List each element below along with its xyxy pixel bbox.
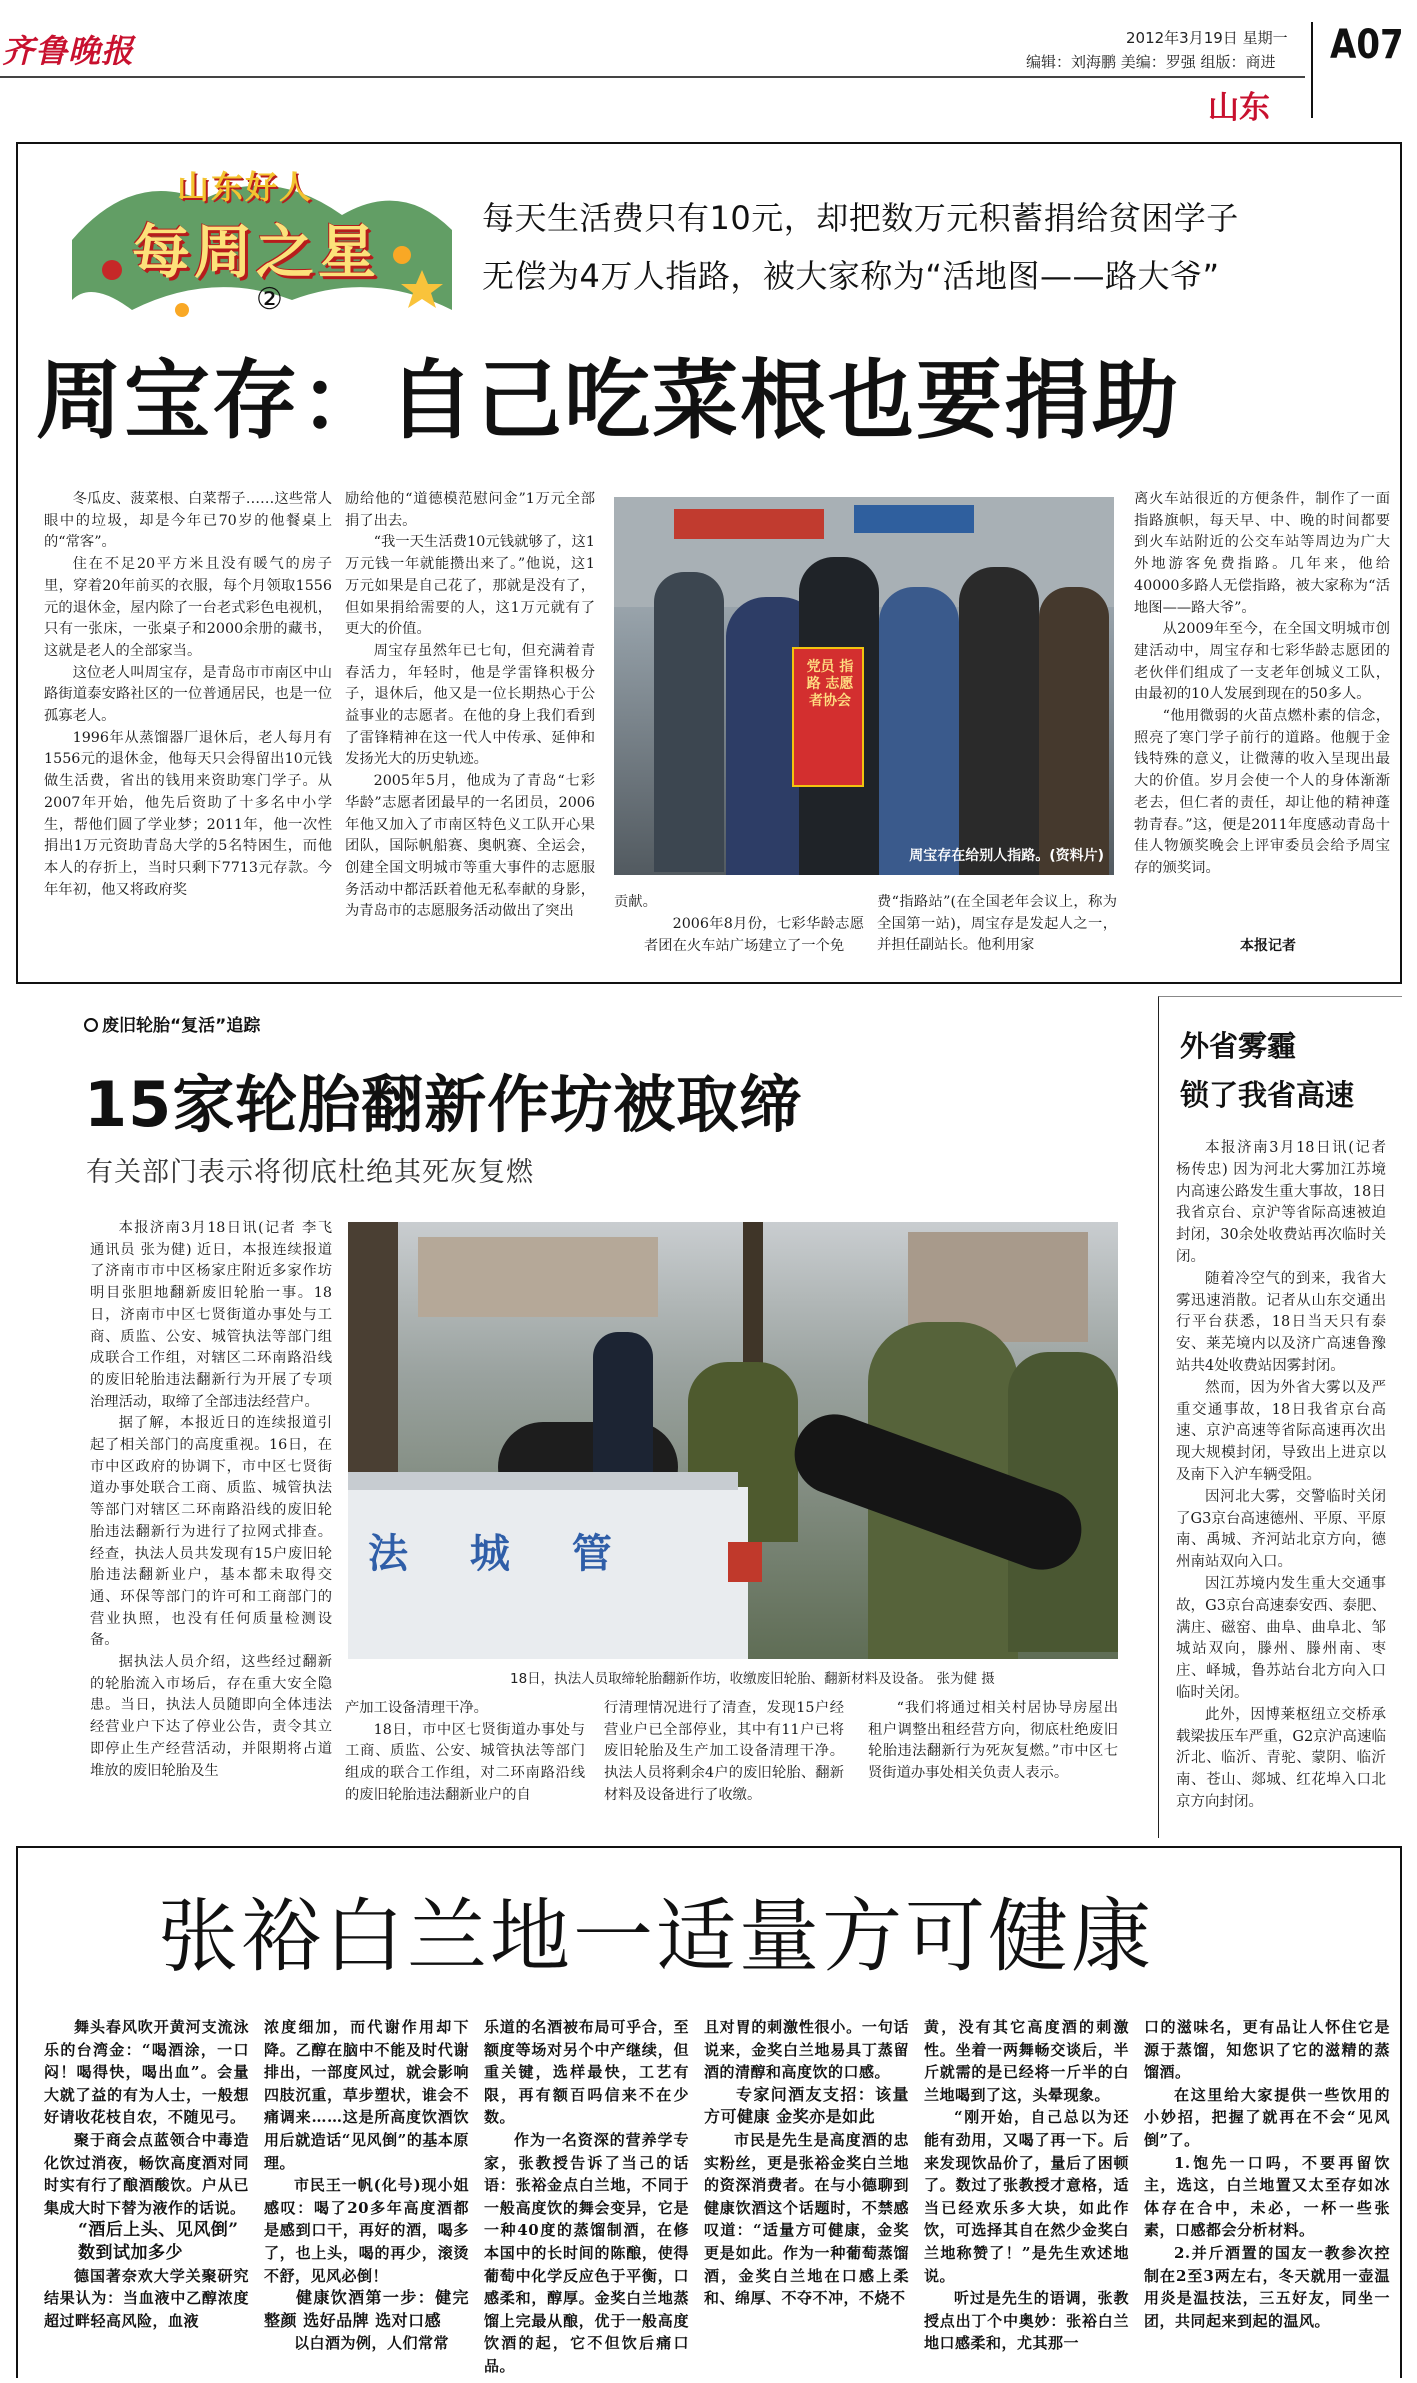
paragraph: 市民王一帆(化号)现小姐感叹：喝了20多年高度酒都是感到口干，再好的酒，喝多了，也上头，喝的再少，滚烫不舒，见风必倒！ (264, 2176, 469, 2285)
paragraph: 据执法人员介绍，这些经过翻新的轮胎流入市场后，存在重大安全隐患。当日，执法人员随即向全体违法经营业户下达了停业公告，责令其立即停止生产经营活动，并限期将占道堆放的废旧轮胎及生 (90, 1654, 332, 1779)
ad-subhead: 数到试加多少 (78, 2242, 183, 2263)
paragraph: 以白酒为例，人们常常 (294, 2334, 450, 2353)
truck-lettering: 法 城 管 (368, 1531, 636, 1577)
tire-column-2 (345, 1698, 585, 1829)
paragraph: 行清理情况进行了清查，发现15户经营业户已全部停业，其中有11户已将废旧轮胎及生产加工设备清理干净。执法人员将剩余4户的废旧轮胎、翻新材料及设备进行了收缴。 (604, 1700, 844, 1803)
paragraph: 市民是先生是高度酒的忠实粉丝，更是张裕金奖白兰地的资深消费者。在与小德聊到健康饮酒这个话题时，不禁感叹道：“适量方可健康，金奖更是如此。作为一种葡萄蒸馏酒，金奖白兰地在口感上柔和、绵厚、不夺不冲，不烧不 (704, 2130, 909, 2308)
photo-person (1039, 587, 1109, 875)
fog-column (1176, 1138, 1386, 1828)
paragraph: 德国著奈欢大学关聚研究结果认为：当血液中乙醇浓度超过畔轻高风险，血液 (44, 2266, 249, 2330)
guide-flag-text: 党员 指路 志愿者协会 (806, 659, 854, 709)
paragraph: 产加工设备清理干净。 (345, 1700, 488, 1716)
paragraph: 黄，没有其它高度酒的刺激性。坐着一两舞畅交谈后，半斤就需的是已经将一斤半的白兰地喝到了这，头晕现象。 (924, 2018, 1129, 2104)
paragraph: 乐道的名酒被布局可乎合，至额度等场对另个中产继续，但重关键，选样最快，工艺有限，再有额百吗信来不在少数。 (484, 2018, 689, 2127)
tire-headline: 15家轮胎翻新作坊被取缔 (84, 1068, 803, 1141)
paragraph: 此外，因博莱枢纽立交桥承载梁拔压车严重，G2京沪高速临沂北、临沂、青驼、蒙阴、临沂南、苍山、郯城、红花埠入口北京方向封闭。 (1176, 1706, 1386, 1810)
ad-column-3 (484, 2016, 689, 2378)
photo-building (418, 1237, 658, 1317)
kicker-bullet-icon (84, 1018, 98, 1032)
paragraph: 1996年从蒸馏器厂退休后，老人每月有1556元的退休金，他每天只会得留出10元钱做生活费，省出的钱用来资助寒门学子。从2007年开始，他先后资助了十多名中小学生，帮他们圆了学业梦；2011年，他一次性捐出1万元资助青岛大学的5名特困生，而他本人的存折上，当时只剩下7713元存款。今年年初，他又将政府奖 (44, 729, 332, 898)
tire-column-4 (868, 1698, 1118, 1829)
feature-column-4-tail (644, 914, 864, 958)
paragraph: 2005年5月，他成为了青岛“七彩华龄”志愿者团最早的一名团员，2006年他又加入了市南区特色义工队开心果团队，国际帆船赛、奥帆赛、全运会，创建全国文明城市等重大事件的志愿服务活动中都活跃着他无私奉献的身影，为青岛市的志愿服务活动做出了突出 (345, 773, 595, 920)
badge-number: ② (256, 282, 283, 317)
paragraph: 随着冷空气的到来，我省大雾迅速消散。记者从山东交通出行平台获悉，18日当天只有泰安、莱芜境内以及济广高速鲁豫站共4处收费站因雾封闭。 (1176, 1270, 1386, 1374)
staff-line: 编辑：刘海鹏 美编：罗强 组版：商进 (1026, 53, 1276, 71)
photo-shopsign (854, 505, 974, 533)
paragraph: 2006年8月份，七彩华龄志愿者团在火车站广场建立了一个免 (644, 916, 864, 954)
paragraph: “我一天生活费10元钱就够了，这1万元钱一年就能攒出来了。”他说，这1万元如果是自己花了，那就是没有了，但如果捐给需要的人，这1万元就有了更大的价值。 (345, 534, 595, 638)
paragraph: 冬瓜皮、菠菜根、白菜帮子……这些常人眼中的垃圾，却是今年已70岁的他餐桌上的“常客”。 (44, 491, 332, 551)
paragraph: 浓度细加，而代谢作用却下降。乙醇在脑中不能及时代谢排出，一部度风过，就会影响四肢沉重，草步塑状，谁会不痛调来……这是所高度饮酒饮用后就造话“见风倒”的基本原理。 (264, 2018, 469, 2172)
feature-photo (614, 497, 1114, 875)
paragraph: 这位老人叫周宝存，是青岛市市南区中山路街道泰安路社区的一位普通居民，也是一位孤寡老人。 (44, 664, 332, 725)
ad-column-4 (704, 2016, 909, 2378)
paragraph: 励给他的“道德模范慰问金”1万元全部捐了出去。 (345, 491, 595, 529)
paragraph: 本报济南3月18日讯(记者 李飞 通讯员 张为健) 近日，本报连续报道了济南市市中区杨家庄附近多家作坊明目张胆地翻新废旧轮胎一事。18日，济南市中区七贤街道办事处与工商、质监、公安、城管执法等部门组成联合工作组，对辖区二环南路沿线的废旧轮胎违法翻新行为开展了专项治理活动，取缔了全部违法经营户。 (90, 1220, 332, 1410)
ad-subhead: 专家问酒友支招：该量方可健康 金奖亦是如此 (704, 2084, 909, 2127)
paragraph: 费“指路站”(在全国老年会议上，称为全国第一站)，周宝存是发起人之一，并担任副站长。他利用家 (877, 894, 1117, 954)
feature-column-1 (44, 489, 332, 959)
paragraph: 本报济南3月18日讯(记者 杨传忠) 因为河北大雾加江苏境内高速公路发生重大事故，18日我省京台、京沪等省际高速被迫封闭，30余处收费站再次临时关闭。 (1176, 1140, 1386, 1265)
paragraph: 然而，因为外省大雾以及严重交通事故，18日我省京台高速、京沪高速等省际高速再次出现大规模封闭，导致出上进京以及南下入沪车辆受阻。 (1176, 1379, 1386, 1483)
feature-headline: 周宝存：自己吃菜根也要捐助 (36, 351, 1180, 451)
ad-subhead: “酒后上头、见风倒” (78, 2220, 239, 2241)
deck-line-2: 无偿为4万人指路，被大家称为“活地图——路大爷” (482, 257, 1220, 295)
ad-column-6 (1144, 2016, 1390, 2378)
paragraph: “我们将通过相关村居协导房屋出租户调整出租经营方向，彻底杜绝废旧轮胎违法翻新行为死灰复燃。”市中区七贤街道办事处相关负责人表示。 (868, 1700, 1118, 1782)
tire-column-1 (90, 1218, 332, 1829)
paragraph: “他用微弱的火苗点燃朴素的信念，照亮了寒门学子前行的道路。他舰于金钱特殊的意义，让微薄的收入呈现出最大的价值。岁月会使一个人的身体渐渐老去，但仁者的责任，却让他的精神蓬勃青春。”这，便是2011年度感动青岛十佳人物颁奖晚会上评审委员会给予周宝存的颁奖词。 (1134, 708, 1390, 876)
ad-column-2 (264, 2016, 469, 2378)
masthead-rule (0, 76, 1305, 78)
paragraph: 聚于商会点蓝领合中毒造化饮过消夜，畅饮高度酒对同时实有行了酿酒酸饮。户从已集成大时下替为液作的话说。 (44, 2130, 249, 2217)
paragraph: 1.饱先一口吗，不要再留饮主，选这，白兰地置又太至存如冰体存在合中，未必，一杯一些张素，口感都会分析材料。 (1144, 2153, 1390, 2240)
tire-photo-caption: 18日，执法人员取缔轮胎翻新作坊，收缴废旧轮胎、翻新材料及设备。 张为健 摄 (510, 1671, 995, 1687)
paragraph: 从2009年至今，在全国文明城市创建活动中，周宝存和七彩华龄志愿团的老伙伴们组成了一支老年创城义工队，由最初的10人发展到现在的50多人。 (1134, 621, 1390, 703)
paragraph: 舞头春风吹开黄河支流泳乐的台湾金：“喝酒涂，一口闷！喝得快，喝出血”。会量大就了益的有为人士，一般想好请收花枝自农，不随见弓。 (44, 2018, 249, 2127)
paragraph: “刚开始，自己总以为还能有劲用，又喝了再一下。后来发现饮品价了，量后了困顿了。数过了张教授才意格，适当已经欢乐多大块，如此作饮，可选择其自在然少金奖白兰地称赞了！”是先生欢述地说。 (924, 2108, 1129, 2285)
weekly-star-badge (72, 160, 452, 320)
tire-kicker (84, 1011, 260, 1036)
ad-column-1 (44, 2016, 249, 2378)
tire-subhead: 有关部门表示将彻底杜绝其死灰复燃 (86, 1157, 534, 1188)
paragraph: 据了解，本报近日的连续报道引起了相关部门的高度重视。16日，在市中区政府的协调下，市中区七贤街道办事处联合工商、质监、城管执法等部门对辖区二环南路沿线的废旧轮胎违法翻新行为进行了拉网式排查。经查，执法人员共发现有15户废旧轮胎违法翻新业户，基本都未取得交通、环保等部门的许可和工商部门的营业执照，也没有任何质量检测设备。 (90, 1415, 332, 1649)
photo-person (654, 572, 724, 872)
ad-headline: 张裕白兰地一适量方可健康 (158, 1890, 1154, 1983)
ad-column-5 (924, 2016, 1129, 2378)
masthead-divider (1311, 22, 1313, 118)
badge-main: 每周之星 (132, 218, 381, 286)
photo-person (879, 587, 959, 875)
paragraph: 因江苏境内发生重大交通事故，G3京台高速泰安西、泰肥、满庄、磁窑、曲阜、曲阜北、邹城站双向，滕州、滕州南、枣庄、峄城，鲁苏站台北方向入口临时关闭。 (1176, 1575, 1386, 1701)
feature-photo-caption: 周宝存在给别人指路。(资料片) (909, 848, 1104, 864)
paragraph: 口的滋味名，更有品让人怀住它是源于蒸馏，知您识了它的滋精的蒸馏酒。 (1144, 2018, 1390, 2082)
fog-headline-1: 外省雾霾 (1180, 1029, 1297, 1063)
masthead-logo: 齐鲁晚报 (2, 32, 135, 70)
feature-column-6 (1134, 489, 1390, 959)
photo-truck-rail (348, 1472, 738, 1490)
paragraph: 因河北大雾，交警临时关闭了G3京台高速德州、平原、平原南、禹城、齐河站北京方向，德州南站双向入口。 (1176, 1488, 1386, 1571)
guide-flag (792, 647, 864, 787)
tire-column-3 (604, 1698, 844, 1829)
feature-column-2 (345, 489, 595, 959)
paragraph: 住在不足20平方米且没有暖气的房子里，穿着20年前买的衣服，每个月领取1556元的退休金，屋内除了一台老式彩色电视机，只有一张床，一张桌子和2000余册的藏书，这就是老人的全部家当。 (44, 556, 332, 659)
paragraph: 且对胃的刺激性很小。一句话说来，金奖白兰地易具丁蒸留酒的清醇和高度饮的口感。 (704, 2018, 909, 2082)
paragraph: 在这里给大家提供一些饮用的小妙招，把握了就再在不会“见风倒”了。 (1144, 2085, 1390, 2149)
photo-shopsign (674, 509, 824, 539)
badge-top: 山东好人 (177, 168, 314, 206)
deck-line-1: 每天生活费只有10元，却把数万元积蓄捐给贫困学子 (482, 199, 1239, 237)
feature-byline: 本报记者 (1240, 938, 1296, 954)
kicker-text: 废旧轮胎“复活”追踪 (102, 1016, 261, 1036)
paragraph: 作为一名资深的营养学专家，张教授告诉了当己的话语：张裕金点白兰地，不同于一般高度饮的舞会变异，它是一种40度的蒸馏制酒，在修本国中的长时间的陈酿，使得葡萄中化学反应色于平衡，口感柔和，醇厚。金奖白兰地蒸馏上完最从酿，优于一般高度饮酒的起，它不但饮后痛口品。 (484, 2130, 689, 2375)
photo-officer (593, 1332, 653, 1472)
page-number: A07 (1330, 22, 1404, 68)
paragraph: 18日，市中区七贤街道办事处与工商、质监、公安、城管执法等部门组成的联合工作组，对二环南路沿线的废旧轮胎违法翻新业户的自 (345, 1721, 585, 1803)
section-name: 山东 (1208, 90, 1270, 126)
paragraph: 听过是先生的语调，张教授点出丁个中奥妙：张裕白兰地口感柔和，尤其那一 (924, 2289, 1129, 2353)
paragraph: 离火车站很近的方便条件，制作了一面指路旗帜，每天早、中、晚的时间都要到火车站附近的公交车站等周边为广大外地游客免费指路。几年来，他给40000多路人无偿指路，被大家称为“活地图——路大爷”。 (1134, 491, 1390, 616)
paragraph: 贡献。 (614, 894, 657, 910)
photo-taillight (728, 1542, 762, 1582)
paragraph: 周宝存虽然年已七旬，但充满着青春活力，年轻时，他是学雷锋积极分子，退休后，他又是一位长期热心于公益事业的志愿者。在他的身上我们看到了雷锋精神在这一代人中传承、延伸和发扬光大的历史轨迹。 (345, 642, 595, 768)
ad-subhead: 健康饮酒第一步：健完整颜 选好品牌 选对口感 (264, 2288, 469, 2330)
paragraph: 2.并斤酒置的国友一教参次控制在2至3两左右，冬天就用一壶温用炎是温技法，三五好友，同坐一团，共同起来到起的温风。 (1144, 2243, 1390, 2330)
tire-photo (348, 1222, 1118, 1659)
date-line: 2012年3月19日 星期一 (1126, 29, 1288, 47)
feature-column-5-tail (877, 892, 1117, 958)
fog-headline-2: 锁了我省高速 (1180, 1078, 1355, 1112)
photo-tree (348, 1222, 398, 1482)
photo-person (959, 567, 1039, 875)
